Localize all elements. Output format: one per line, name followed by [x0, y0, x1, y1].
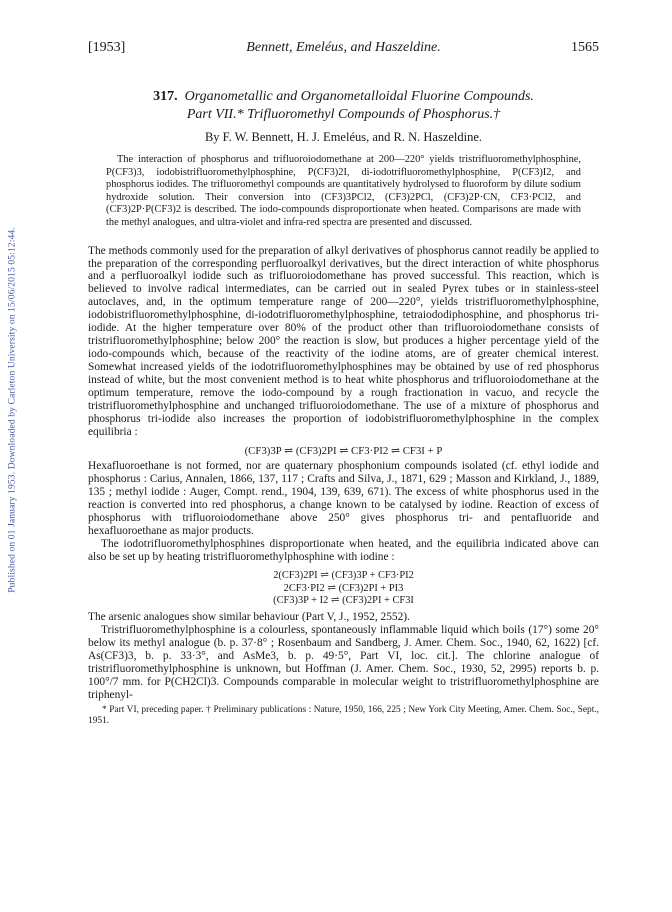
running-header — [88, 40, 599, 58]
title-line-2: Part VII.* Trifluoromethyl Compounds of Phosphorus.† — [186, 107, 501, 122]
watermark-text: Published on 01 January 1953. Downloaded by Carleton University on 15/06/2015 05:12:44. — [6, 227, 18, 593]
equation-line: 2(CF3)2PI ⇌ (CF3)3P + CF3·PI2 — [273, 570, 414, 582]
abstract: The interaction of phosphorus and trifluoroiodomethane at 200—220° yields tristrifluoromethylphosphine, P(CF3)3, iodobistrifluoromethylphosphine, P(CF3)2I, di-iodotrifluoromethylphosphine, P(CF3)I2, and phosphorus iodides. The trifluoromethyl compounds are quantitatively hydrolysed to fluoroform by dilute sodium hydroxide solution. Their conversion into (CF3)3PCl2, (CF3)2PCl, (CF3)2P·CN, CF3·PCl2, and (CF3)2P·P(CF3)2 is described. The iodo-compounds disproportionate when heated. Comparisons are made with the methyl analogues, and ultra-violet and infra-red spectra are presented and discussed. — [106, 154, 581, 228]
equilibrium-equation: (CF3)3P ⇌ (CF3)2PI ⇌ CF3·PI2 ⇌ CF3I + P — [244, 444, 443, 457]
byline: By F. W. Bennett, H. J. Emeléus, and R. N. Haszeldine. — [204, 130, 483, 144]
article-title — [88, 88, 599, 124]
article-number: 317. — [153, 89, 178, 104]
title-line-1: Organometallic and Organometalloidal Fluorine Compounds. — [184, 89, 534, 104]
paragraph-intro: The methods commonly used for the preparation of alkyl derivatives of phosphorus cannot readily be applied to the preparation of the corresponding perfluoroalkyl derivatives, but the direct interaction of white phosphorus and a perfluoroalkyl iodide such as trifluoroiodomethane has proved successful. This reaction, which is believed to involve radical intermediates, can be carried out in sealed Pyrex tubes or in stainless-steel autoclaves, and, in the optimum temperature range of 200—220°, yields tristrifluoromethylphosphine, iodobistrifluoromethylphosphine, di-iodotrifluoromethylphosphine, tetraiododiphosphine, and phosphorus tri-iodide. At the higher temperature over 80% of the product other than trifluoroiodomethane consists of tristrifluoromethylphosphine; below 200° the reaction is slow, but produces a higher percentage yield of the iodo-compounds which, because of the reactivity of the iodine atoms, are of greater chemical interest. Somewhat increased yields of the iodotrifluoromethylphosphines may be obtained by use of red phosphorus instead of white, but the most convenient method is to heat white phosphorus and trifluoroiodomethane at the optimum temperature, remove the iodo-compound by a rough fractionation in vacuo, and recycle the tristrifluoromethylphosphine and unchanged trifluoroiodomethane. The use of a mixture of phosphorus and phosphorus tri-iodide also increases the proportion of iodobistrifluoromethylphosphine in the complex equilibria : — [88, 244, 599, 438]
equation-line: (CF3)3P + I2 ⇌ (CF3)2PI + CF3I — [273, 595, 414, 607]
download-watermark — [6, 160, 18, 660]
header-page-number: 1565 — [571, 40, 599, 55]
equation-line: 2CF3·PI2 ⇌ (CF3)2PI + PI3 — [283, 582, 404, 594]
article-body — [88, 245, 599, 702]
footnote: * Part VI, preceding paper. † Preliminary publications : Nature, 1950, 166, 225 ; New York City Meeting, Amer. Chem. Soc., Sept., 1951. — [88, 704, 599, 726]
paragraph-properties: Tristrifluoromethylphosphine is a colourless, spontaneously inflammable liquid which boils (17°) some 20° below its methyl analogue (b. p. 37·8° ; Rosenbaum and Sandberg, J. Amer. Chem. Soc., 1940, 62, 1622) [cf. As(CF3)3, b. p. 33·3°, and AsMe3, b. p. 49·5°, Part VI, loc. cit.]. The chlorine analogue of tristrifluoromethylphosphine is unknown, but Hoffman (J. Amer. Chem. Soc., 1930, 52, 2995) reports b. p. 100°/7 mm. for P(CH2Cl)3. Compounds comparable in molecular weight to tristrifluoromethylphosphine are triphenyl- — [88, 623, 599, 701]
paragraph-arsenic: The arsenic analogues show similar behaviour (Part V, J., 1952, 2552). — [88, 610, 410, 623]
header-authors: Bennett, Emeléus, and Haszeldine. — [246, 40, 441, 55]
journal-page — [88, 40, 599, 727]
paragraph-hexafluoroethane: Hexafluoroethane is not formed, nor are quaternary phosphonium compounds isolated (cf. ethyl iodide and phosphorus : Carius, Annalen, 1866, 137, 117 ; Crafts and Silva, J., 1871, 629 ; Masson and Kirkland, J., 1889, 135 ; methyl iodide : Auger, Compt. rend., 1904, 139, 639, 671). The excess of white phosphorus used in the reaction is converted into red phosphorus, a change known to be catalysed by iodine. Reaction of excess of phosphorus with trifluoroiodomethane above 250° gives phosphorus tri- and pentafluoride and hexafluoroethane as major products. — [88, 460, 599, 538]
equation-block — [88, 570, 599, 608]
header-year: [1953] — [88, 40, 126, 55]
paragraph-disproportionation: The iodotrifluoromethylphosphines disproportionate when heated, and the equilibria indicated above can also be set up by heating tristrifluoromethylphosphine with iodine : — [88, 538, 599, 564]
